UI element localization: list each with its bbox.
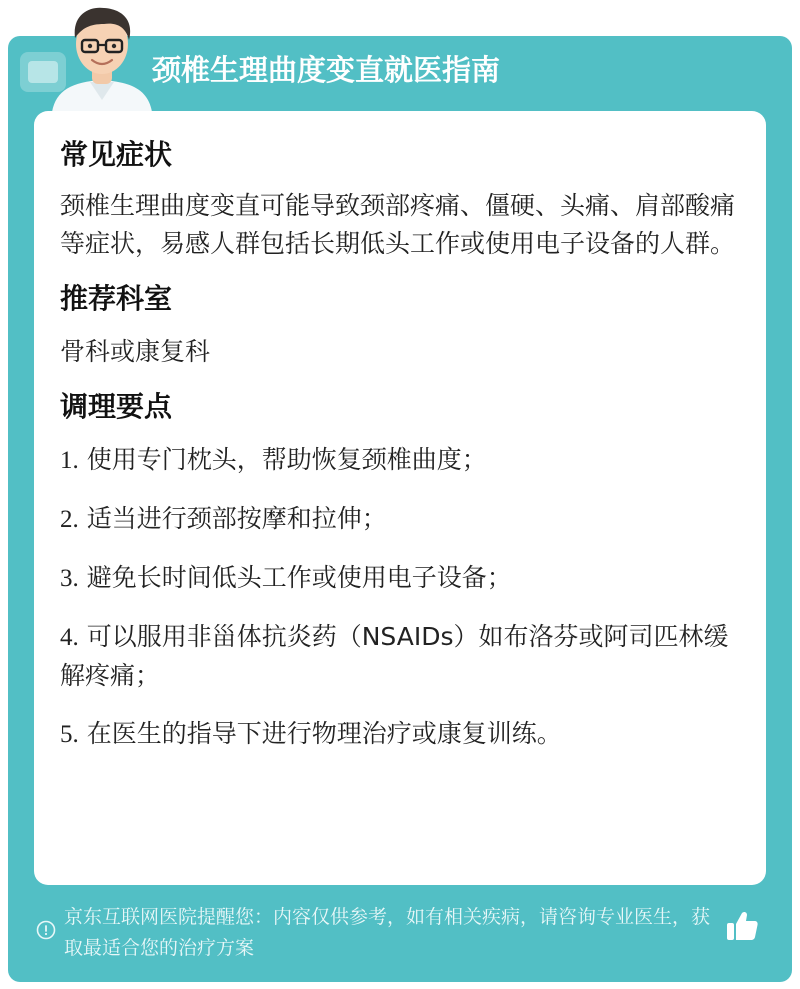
- list-item-text: 适当进行颈部按摩和拉伸；: [86, 504, 387, 533]
- list-item-text: 可以服用非甾体抗炎药（NSAIDs）如布洛芬或阿司匹林缓解疼痛；: [60, 622, 729, 690]
- list-item-number: 5.: [60, 721, 79, 748]
- disclaimer-text: 京东互联网医院提醒您：内容仅供参考，如有相关疾病，请咨询专业医生，获取最适合您的治疗方案: [64, 906, 711, 959]
- doctor-avatar-icon: [42, 0, 162, 112]
- section-heading-department: 推荐科室: [60, 282, 173, 315]
- list-item: [60, 559, 744, 598]
- care-list: [60, 441, 744, 754]
- list-item-number: 3.: [60, 565, 79, 592]
- list-item-text: 使用专门枕头，帮助恢复颈椎曲度；: [86, 445, 487, 474]
- content-card: [34, 111, 766, 885]
- page-title: 颈椎生理曲度变直就医指南: [152, 53, 501, 87]
- list-item-number: 4.: [60, 624, 79, 651]
- section-heading-symptoms: 常见症状: [60, 138, 173, 171]
- list-item: [60, 441, 744, 480]
- list-item-text: 在医生的指导下进行物理治疗或康复训练。: [86, 719, 562, 748]
- list-item-number: 2.: [60, 506, 79, 533]
- list-item: [60, 715, 744, 754]
- thumbs-up-icon[interactable]: [724, 908, 760, 944]
- symptoms-text: 颈椎生理曲度变直可能导致颈部疼痛、僵硬、头痛、肩部酸痛等症状，易感人群包括长期低头工作或使用电子设备的人群。: [60, 191, 736, 258]
- list-item: [60, 500, 744, 539]
- list-item-number: 1.: [60, 447, 79, 474]
- list-item-text: 避免长时间低头工作或使用电子设备；: [86, 563, 512, 592]
- section-heading-care: 调理要点: [60, 390, 173, 423]
- list-item: [60, 618, 744, 695]
- info-icon: [36, 920, 56, 940]
- department-text: 骨科或康复科: [60, 337, 211, 366]
